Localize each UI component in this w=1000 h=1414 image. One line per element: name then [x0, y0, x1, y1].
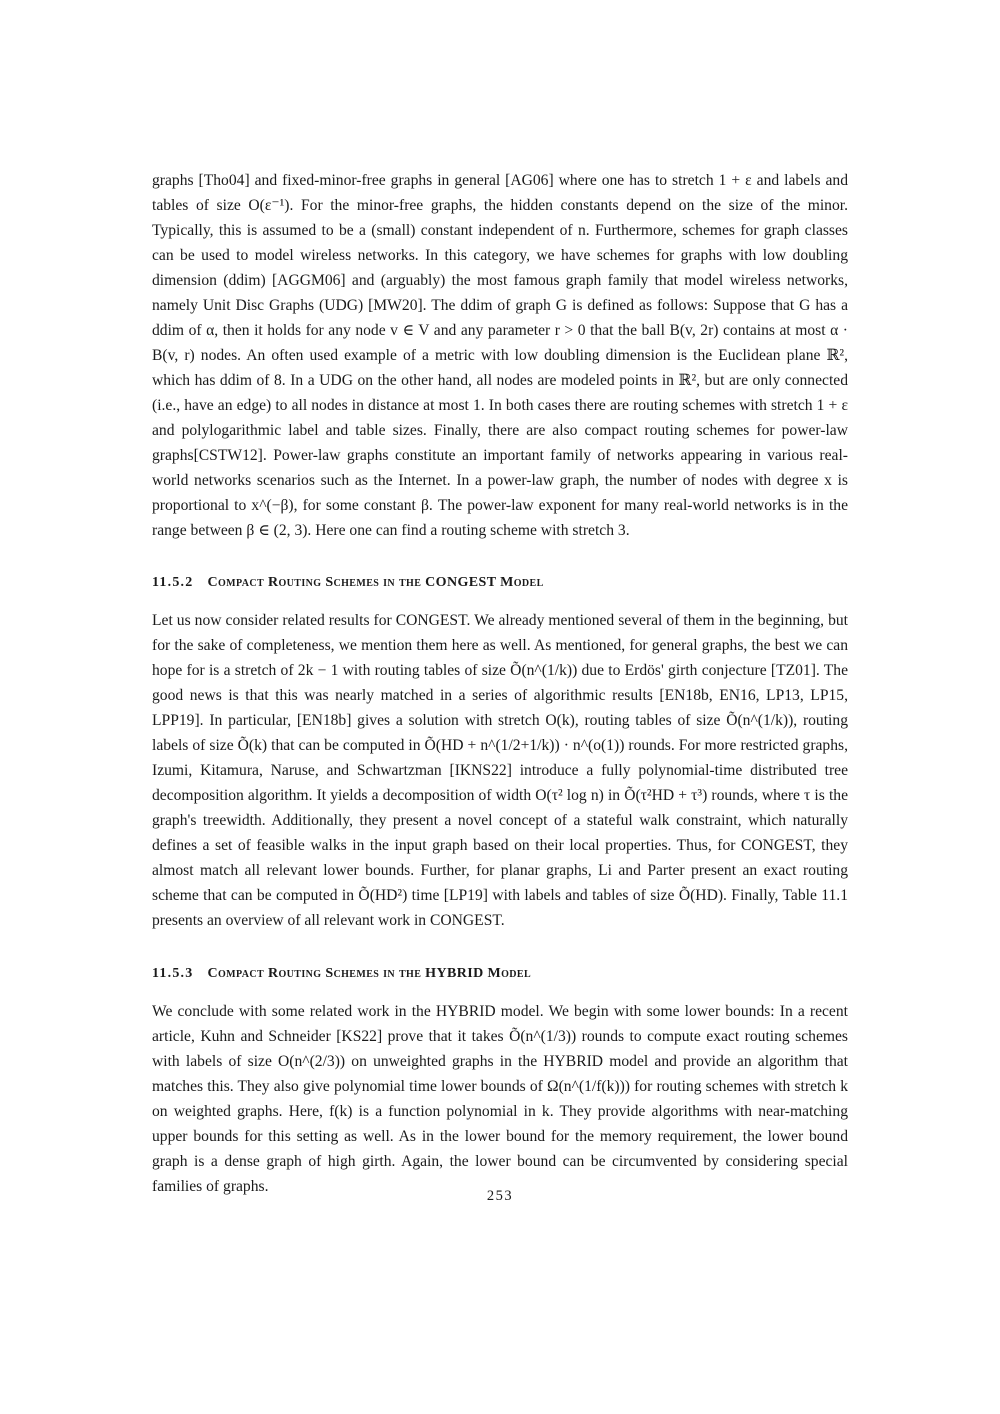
section-number: 11.5.2 [152, 575, 194, 590]
paragraph-hybrid-routing: We conclude with some related work in the HYBRID model. We begin with some lower bounds: In a recent article, Kuhn and Schneider [KS22] prove that it takes Õ(n^(1/3)) rounds to compute exact routing schemes with labels of size O(n^(2/3)) on unweighted graphs in the HYBRID model and provide an algorithm that matches this. They also give polynomial time lower bounds of Ω(n^(1/f(k))) for routing schemes with stretch k on weighted graphs. Here, f(k) is a function polynomial in k. They provide algorithms with near-matching upper bounds for this setting as well. As in the lower bound for the memory requirement, the lower bound graph is a dense graph of high girth. Again, the lower bound can be circumvented by considering special families of graphs. [152, 1003, 848, 1195]
paragraph-congest-routing: Let us now consider related results for CONGEST. We already mentioned several of them in the beginning, but for the sake of completeness, we mention them here as well. As mentioned, for general graphs, the best we can hope for is a stretch of 2k − 1 with routing tables of size Õ(n^(1/k)) due to Erdös' girth conjecture [TZ01]. The good news is that this was nearly matched in a series of algorithmic results [EN18b, EN16, LP13, LP15, LPP19]. In particular, [EN18b] gives a solution with stretch O(k), routing tables of size Õ(n^(1/k)), routing labels of size Õ(k) that can be computed in Õ(HD + n^(1/2+1/k)) · n^(o(1)) rounds. For more restricted graphs, Izumi, Kitamura, Naruse, and Schwartzman [IKNS22] introduce a fully polynomial-time distributed tree decomposition algorithm. It yields a decomposition of width O(τ² log n) in Õ(τ²HD + τ³) rounds, where τ is the graph's treewidth. Additionally, they present a novel concept of a stateful walk constraint, which naturally defines a set of feasible walks in the input graph based on their local properties. Thus, for CONGEST, they almost match all relevant lower bounds. Further, for planar graphs, Li and Parter present an exact routing scheme that can be computed in Õ(HD²) time [LP19] with labels and tables of size Õ(HD). Finally, Table 11.1 presents an overview of all relevant work in CONGEST. [152, 612, 848, 929]
section-heading-11-5-3 [152, 964, 848, 984]
page-body [152, 168, 848, 1199]
page-number: 253 [486, 1188, 514, 1204]
paragraph-related-work-graph-classes: graphs [Tho04] and fixed-minor-free graphs in general [AG06] where one has to stretch 1 + ε and labels and tables of size O(ε⁻¹). For the minor-free graphs, the hidden constants depend on the size of the minor. Typically, this is assumed to be a (small) constant independent of n. Furthermore, schemes for graph classes can be used to model wireless networks. In this category, we have schemes for graphs with low doubling dimension (ddim) [AGGM06] and (arguably) the most famous graph family that model wireless networks, namely Unit Disc Graphs (UDG) [MW20]. The ddim of graph G is defined as follows: Suppose that G has a ddim of α, then it holds for any node v ∈ V and any parameter r > 0 that the ball B(v, 2r) contains at most α · B(v, r) nodes. An often used example of a metric with low doubling dimension is the Euclidean plane ℝ², which has ddim of 8. In a UDG on the other hand, all nodes are modeled points in ℝ², but are only connected (i.e., have an edge) to all nodes in distance at most 1. In both cases there are routing schemes with stretch 1 + ε and polylogarithmic label and table sizes. Finally, there are also compact routing schemes for power-law graphs[CSTW12]. Power-law graphs constitute an important family of networks appearing in various real-world networks scenarios such as the Internet. In a power-law graph, the number of nodes with degree x is proportional to x^(−β), for some constant β. The power-law exponent for many real-world networks is in the range between β ∈ (2, 3). Here one can find a routing scheme with stretch 3. [152, 172, 848, 539]
section-title: Compact Routing Schemes in the CONGEST Model [207, 575, 544, 590]
section-number: 11.5.3 [152, 966, 194, 981]
section-title: Compact Routing Schemes in the HYBRID Model [207, 966, 532, 981]
section-heading-11-5-2 [152, 573, 848, 593]
